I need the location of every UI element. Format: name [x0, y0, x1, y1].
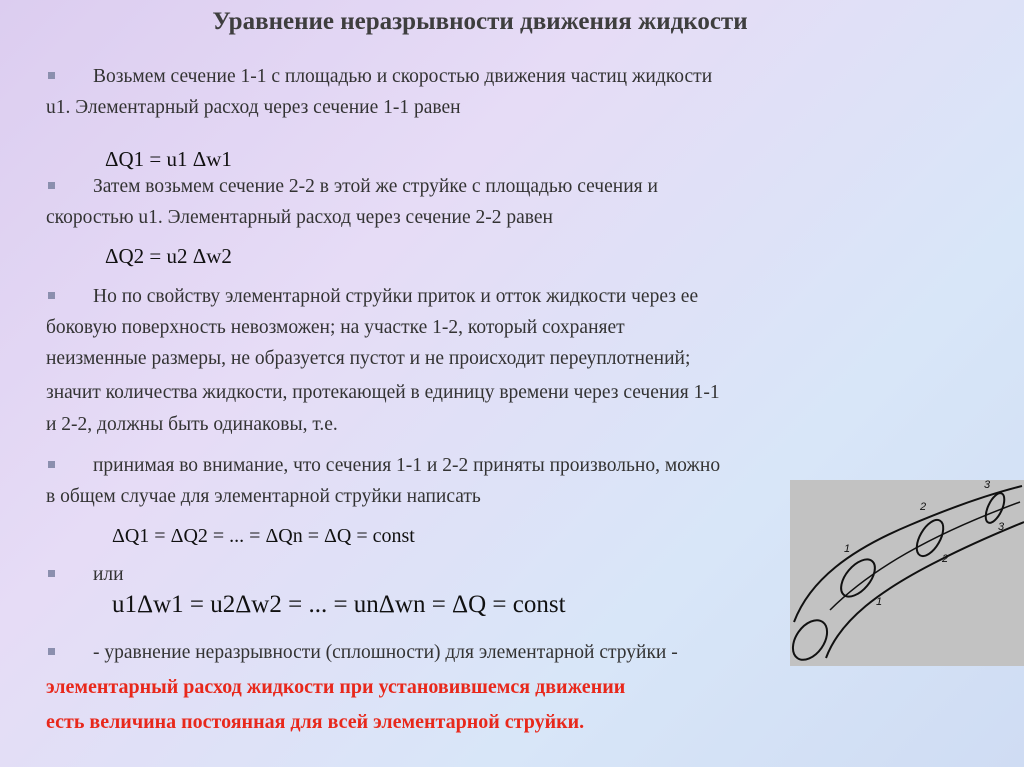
formula-2 [105, 244, 232, 269]
paragraph-1-line-1 [46, 62, 712, 93]
label-3-bottom: 3 [998, 521, 1005, 533]
paragraph-1-line-2: u1. Элементарный расход через сечение 1-1 равен [46, 97, 461, 118]
formula-4-text: u1Δw1 = u2Δw2 = ... = unΔwn = ΔQ = const [112, 591, 566, 618]
label-1-top: 1 [844, 543, 851, 555]
paragraph-2-line-2: скоростью u1. Элементарный расход через сечение 2-2 равен [46, 207, 553, 228]
paragraph-3-line-4: значит количества жидкости, протекающей в единицу времени через сечения 1-1 [46, 382, 720, 403]
bullet-icon [48, 648, 55, 655]
tube-end-ellipse [790, 614, 834, 666]
section-1-ellipse [835, 553, 882, 602]
p2-line1-text: Затем возьмем сечение 2-2 в этой же струйке с площадью сечения и [93, 176, 658, 197]
formula-2-text: ΔQ2 = u2 Δw2 [105, 244, 232, 268]
paragraph-4-line-1 [46, 451, 720, 482]
conclusion-line-2: есть величина постоянная для всей элементарной струйки. [46, 711, 585, 733]
p1-line1-text: Возьмем сечение 1-1 с площадью и скоростью движения частиц жидкости [93, 66, 713, 87]
stream-tube-svg [790, 480, 1024, 666]
slide-title: Уравнение неразрывности движения жидкости [212, 8, 748, 35]
paragraph-6-line-1 [46, 638, 678, 669]
label-1-bottom: 1 [876, 596, 883, 608]
p6-line1-text: - уравнение неразрывности (сплошности) для элементарной струйки - [93, 642, 678, 663]
label-2-top: 2 [920, 501, 927, 513]
p4-line1-text: принимая во внимание, что сечения 1-1 и 2-2 приняты произвольно, можно [93, 455, 721, 476]
paragraph-5-line-1 [46, 560, 124, 591]
p5-line1-text: или [93, 564, 124, 585]
bullet-icon [48, 292, 55, 299]
label-2-bottom: 2 [942, 553, 949, 565]
paragraph-3-line-3: неизменные размеры, не образуется пустот и не происходит переуплотнений; [46, 348, 691, 369]
conclusion-line-1: элементарный расход жидкости при установившемся движении [46, 676, 626, 698]
formula-4 [112, 591, 566, 619]
label-3-top: 3 [984, 480, 991, 491]
paragraph-4-line-2: в общем случае для элементарной струйки написать [46, 486, 481, 507]
formula-1-text: ΔQ1 = u1 Δw1 [105, 147, 232, 171]
paragraph-3-line-5: и 2-2, должны быть одинаковы, т.е. [46, 414, 338, 435]
bullet-icon [48, 461, 55, 468]
stream-tube-diagram [790, 480, 1024, 666]
tube-lower-edge [826, 522, 1024, 658]
p3-line1-text: Но по свойству элементарной струйки приток и отток жидкости через ее [93, 286, 699, 307]
formula-1 [105, 147, 232, 172]
bullet-icon [48, 570, 55, 577]
paragraph-2-line-1 [46, 172, 658, 203]
formula-3-text: ΔQ1 = ΔQ2 = ... = ΔQn = ΔQ = const [112, 525, 415, 547]
formula-3 [112, 525, 415, 548]
bullet-icon [48, 182, 55, 189]
paragraph-3-line-1 [46, 282, 698, 313]
paragraph-3-line-2: боковую поверхность невозможен; на участке 1-2, который сохраняет [46, 317, 625, 338]
bullet-icon [48, 72, 55, 79]
